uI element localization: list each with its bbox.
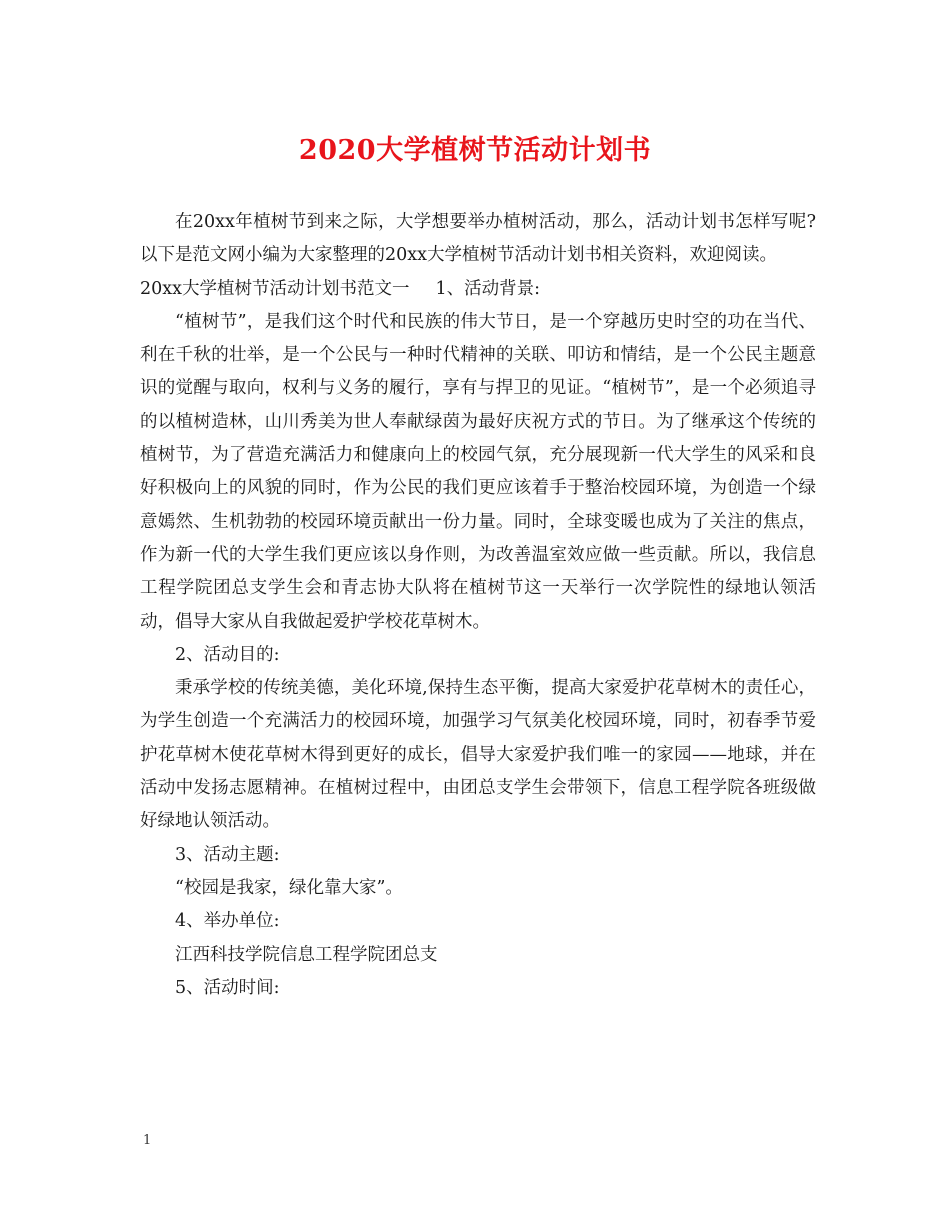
sample-heading: 20xx大学植树节活动计划书范文一 bbox=[140, 278, 410, 299]
sample-heading-line bbox=[140, 273, 816, 306]
section4-body: 江西科技学院信息工程学院团总支 bbox=[175, 944, 438, 965]
section2-body: 秉承学校的传统美德，美化环境,保持生态平衡，提高大家爱护花草树木的责任心，为学生创造一个充满活力的校园环境，加强学习气氛美化校园环境，同时，初春季节爱护花草树木使花草树木得到更好的成长，倡导大家爱护我们唯一的家园——地球，并在活动中发扬志愿精神。在植树过程中，由团总支学生会带领下，信息工程学院各班级做好绿地认领活动。 bbox=[140, 678, 816, 832]
section5-heading: 5、活动时间: bbox=[175, 977, 280, 998]
intro-paragraph: 在20xx年植树节到来之际，大学想要举办植树活动，那么，活动计划书怎样写呢?以下是范文网小编为大家整理的20xx大学植树节活动计划书相关资料，欢迎阅读。 bbox=[140, 212, 816, 266]
page-number: 1 bbox=[143, 1133, 152, 1148]
document-body bbox=[140, 206, 816, 1005]
section3-heading: 3、活动主题: bbox=[175, 844, 280, 865]
section2-heading: 2、活动目的: bbox=[175, 644, 280, 665]
section4-heading: 4、举办单位: bbox=[175, 911, 280, 932]
document-title: 2020大学植树节活动计划书 bbox=[298, 135, 652, 166]
section3-body: “校园是我家，绿化靠大家”。 bbox=[175, 877, 403, 898]
section1-body: “植树节”，是我们这个时代和民族的伟大节日，是一个穿越历史时空的功在当代、利在千秋的壮举，是一个公民与一种时代精神的关联、叩访和情结，是一个公民主题意识的觉醒与取向，权利与义务的履行，享有与捍卫的见证。“植树节”，是一个必须追寻的以植树造林，山川秀美为世人奉献绿茵为最好庆祝方式的节日。为了继承这个传统的植树节，为了营造充满活力和健康向上的校园气氛，充分展现新一代大学生的风采和良好积极向上的风貌的同时，作为公民的我们更应该着手于整治校园环境，为创造一个绿意嫣然、生机勃勃的校园环境贡献出一份力量。同时，全球变暖也成为了关注的焦点，作为新一代的大学生我们更应该以身作则，为改善温室效应做一些贡献。所以，我信息工程学院团总支学生会和青志协大队将在植树节这一天举行一次学院性的绿地认领活动，倡导大家从自我做起爱护学校花草树木。 bbox=[140, 311, 816, 632]
section1-heading: 1、活动背景: bbox=[435, 278, 541, 299]
